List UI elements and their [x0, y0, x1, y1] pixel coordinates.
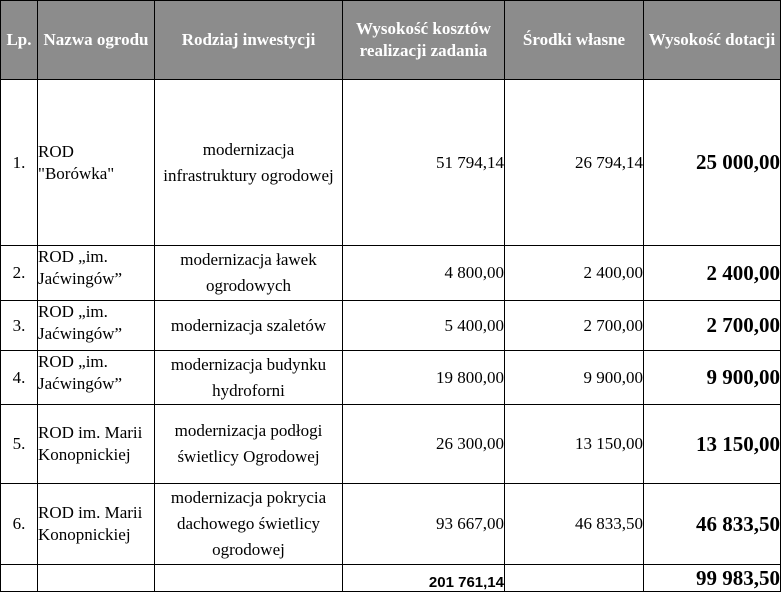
row-own-funds: 9 900,00: [505, 351, 644, 405]
row-investment-type: modernizacja infrastruktury ogrodowej: [155, 80, 343, 246]
header-lp: Lp.: [1, 1, 38, 80]
row-lp: 4.: [1, 351, 38, 405]
header-garden-name: Nazwa ogrodu: [38, 1, 155, 80]
row-own-funds: 46 833,50: [505, 484, 644, 565]
row-total-cost: 26 300,00: [343, 405, 505, 484]
totals-empty-name: [38, 565, 155, 592]
row-lp: 6.: [1, 484, 38, 565]
row-lp: 2.: [1, 246, 38, 301]
header-investment-type: Rodziaj inwestycji: [155, 1, 343, 80]
table-row: [1, 246, 781, 301]
table-row: [1, 301, 781, 351]
row-garden-name: ROD im. Marii Konopnickiej: [38, 484, 155, 565]
row-total-cost: 4 800,00: [343, 246, 505, 301]
row-own-funds: 13 150,00: [505, 405, 644, 484]
row-grant: 13 150,00: [644, 405, 781, 484]
header-grant: Wysokość dotacji: [644, 1, 781, 80]
row-investment-type: modernizacja pokrycia dachowego świetlicy ogrodowej: [155, 484, 343, 565]
row-own-funds: 2 400,00: [505, 246, 644, 301]
table-row: [1, 80, 781, 246]
table-row: [1, 405, 781, 484]
row-grant: 9 900,00: [644, 351, 781, 405]
row-total-cost: 51 794,14: [343, 80, 505, 246]
row-garden-name: ROD „im. Jaćwingów”: [38, 246, 155, 301]
row-lp: 1.: [1, 80, 38, 246]
header-own-funds: Środki własne: [505, 1, 644, 80]
header-row: [1, 1, 781, 80]
totals-empty-type: [155, 565, 343, 592]
row-total-cost: 5 400,00: [343, 301, 505, 351]
row-lp: 3.: [1, 301, 38, 351]
totals-cost: 201 761,14: [343, 565, 505, 592]
table-row: [1, 351, 781, 405]
totals-empty-lp: [1, 565, 38, 592]
row-investment-type: modernizacja szaletów: [155, 301, 343, 351]
table-row: [1, 484, 781, 565]
totals-grant: 99 983,50: [644, 565, 781, 592]
row-grant: 2 400,00: [644, 246, 781, 301]
row-garden-name: ROD "Borówka": [38, 80, 155, 246]
row-grant: 46 833,50: [644, 484, 781, 565]
row-garden-name: ROD „im. Jaćwingów”: [38, 301, 155, 351]
row-investment-type: modernizacja podłogi świetlicy Ogrodowej: [155, 405, 343, 484]
totals-row: [1, 565, 781, 592]
row-garden-name: ROD „im. Jaćwingów”: [38, 351, 155, 405]
row-total-cost: 93 667,00: [343, 484, 505, 565]
row-own-funds: 26 794,14: [505, 80, 644, 246]
row-investment-type: modernizacja budynku hydroforni: [155, 351, 343, 405]
row-grant: 25 000,00: [644, 80, 781, 246]
header-total-cost: Wysokość kosztów realizacji zadania: [343, 1, 505, 80]
row-investment-type: modernizacja ławek ogrodowych: [155, 246, 343, 301]
totals-empty-own: [505, 565, 644, 592]
row-lp: 5.: [1, 405, 38, 484]
row-own-funds: 2 700,00: [505, 301, 644, 351]
row-total-cost: 19 800,00: [343, 351, 505, 405]
row-garden-name: ROD im. Marii Konopnickiej: [38, 405, 155, 484]
row-grant: 2 700,00: [644, 301, 781, 351]
